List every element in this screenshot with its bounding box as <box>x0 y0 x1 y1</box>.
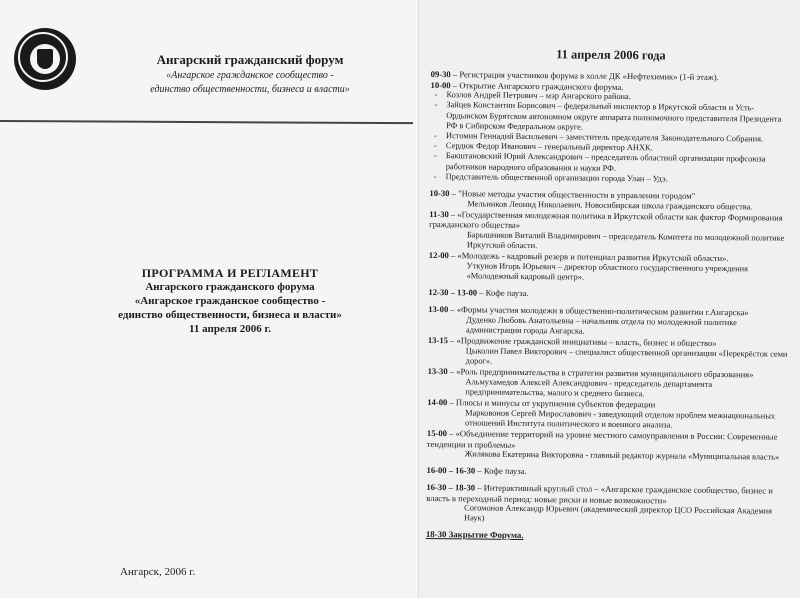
speaker-line: Альмухамедов Алексей Александрович - председатель департамента предпринимательства, малого и среднего бизнеса. <box>465 376 713 399</box>
speaker-bullet: - Зайцев Константин Борисович – федеральный инспектор в Иркутской области и Усть-Ордынском Бурятском автономном округе аппарата полномочного представителя Президента РФ в Сибирском Федеральном округе. <box>430 100 790 134</box>
schedule-time: 10-00 <box>430 79 451 90</box>
closing-line: 18-30 Закрытие Форума. <box>425 528 524 540</box>
program-line: «Ангарское гражданское сообщество - <box>134 295 326 307</box>
schedule-time: 14-00 <box>427 396 448 408</box>
program-title-block <box>70 266 390 336</box>
schedule-time: 10-30 <box>429 188 450 199</box>
speaker-line: Согомонов Александр Юрьевич (академический директор ЦСО Российская Академия Наук) <box>464 503 773 523</box>
speaker-line: Барышников Виталий Владимирович – председатель Комитета по молодежной политике Иркутской области. <box>466 230 785 251</box>
schedule-text: – «Продвижение гражданской инициативы – власть, бизнес и общество» <box>447 335 717 349</box>
schedule-list <box>426 69 791 527</box>
schedule-text: – «Объединение территорий на уровне местного самоуправления в России: Современные тенденции и проблемы» <box>426 428 778 450</box>
speaker-bullet: - Бакштановский Юрий Александрович – председатель областной организации профсоюза работников народного образования и науки РФ. <box>430 151 790 175</box>
header-divider <box>0 120 413 124</box>
schedule-text: – "Новые методы участия общественности в управлении городом" <box>449 188 696 201</box>
schedule-time: 12-30 – 13-00 <box>428 287 478 298</box>
org-title: Ангарский гражданский форум <box>156 52 344 67</box>
speaker-line: Марковонов Сергей Мирославович - заведующий отделом проблем межнациональных отношений Института политического и военного анализа. <box>465 407 776 430</box>
program-title: ПРОГРАММА И РЕГЛАМЕНТ <box>141 266 319 280</box>
schedule-time: 09-30 <box>430 68 451 80</box>
schedule-time: 13-30 <box>427 365 448 377</box>
schedule-time: 16-00 – 16-30 <box>426 465 476 476</box>
speaker-bullet: - Представитель общественной организации города Улан – Удэ. <box>430 172 790 186</box>
schedule-text: – «Формы участия молодежи в общественно-политическом развитии г.Ангарска» <box>448 304 749 318</box>
footer-city-year: Ангарск, 2006 г. <box>120 566 196 578</box>
schedule-text: – Открытие Ангарского гражданского форума. <box>450 79 624 92</box>
speaker-line: Цыколин Павел Викторович – специалист общественной организации «Перекрёсток семи дорог». <box>465 345 788 366</box>
schedule-time: 13-00 <box>428 303 449 315</box>
schedule-content <box>426 46 791 542</box>
schedule-text: – «Молодежь - кадровый резерв и потенциал развития Иркутской области». <box>448 250 729 264</box>
schedule-time: 15-00 <box>426 427 448 439</box>
speaker-bullet: - Истомин Геннадий Васильевич – заместитель председателя Законодательного Собрания. <box>430 131 790 145</box>
forum-seal-logo <box>14 28 76 90</box>
org-subtitle-line-1: «Ангарское гражданское сообщество - <box>166 70 334 81</box>
schedule-text: – Плюсы и минусы от укрупнения субъектов федерации <box>447 397 656 410</box>
speaker-line: Мельников Леонид Николаевич. Новосибирская школа гражданского общества. <box>467 198 753 211</box>
forum-header <box>100 52 400 96</box>
program-date: 11 апреля 2006 г. <box>189 323 271 335</box>
speaker-bullet: - Козлов Андрей Петрович – мэр Ангарского района. <box>430 90 790 104</box>
speaker-line: Жилякова Екатерина Викторовна - главный редактор журнала «Муниципальная власть» <box>464 449 780 462</box>
speaker-bullet: - Сердюк Федор Иванович – генеральный директор АНХК. <box>430 141 790 155</box>
speaker-line: Уткунов Игорь Юрьевич – директор областного государственного учреждения «Молодежный кадровый центр». <box>466 261 749 282</box>
schedule-time: 16-30 – 18-30 <box>426 481 476 493</box>
schedule-date-heading: 11 апреля 2006 года <box>556 47 666 63</box>
schedule-time: 13-15 <box>427 334 449 346</box>
schedule-text: – «Роль предпринимательства в стратегии развития муниципального образования» <box>447 366 754 380</box>
shield-icon <box>37 49 53 69</box>
org-subtitle-line-2: единство общественности, бизнеса и власти» <box>150 84 350 95</box>
schedule-time: 12-00 <box>428 250 449 261</box>
program-line: единство общественности, бизнеса и власти» <box>118 309 342 321</box>
speaker-line: Дуденко Любовь Анатольевна – начальник отдела по молодежной политике администрации города Ангарска. <box>465 314 737 336</box>
schedule-text: – Кофе пауза. <box>477 287 529 299</box>
schedule-time: 11-30 <box>429 208 449 220</box>
program-line: Ангарского гражданского форума <box>145 281 315 293</box>
schedule-text: – «Государственная молодежная политика в Иркутской области как фактор Формирования гражданского общества» <box>429 209 783 231</box>
schedule-text: – Интерактивный круглый стол – «Ангарское гражданское сообщество, бизнес и власть в переходный период: новые риски и новые возможности» <box>426 482 773 506</box>
schedule-text: – Кофе пауза. <box>475 465 527 477</box>
schedule-text: – Регистрация участников форума в холле ДК «Нефтехимик» (1-й этаж). <box>450 69 719 83</box>
right-page <box>418 0 800 598</box>
